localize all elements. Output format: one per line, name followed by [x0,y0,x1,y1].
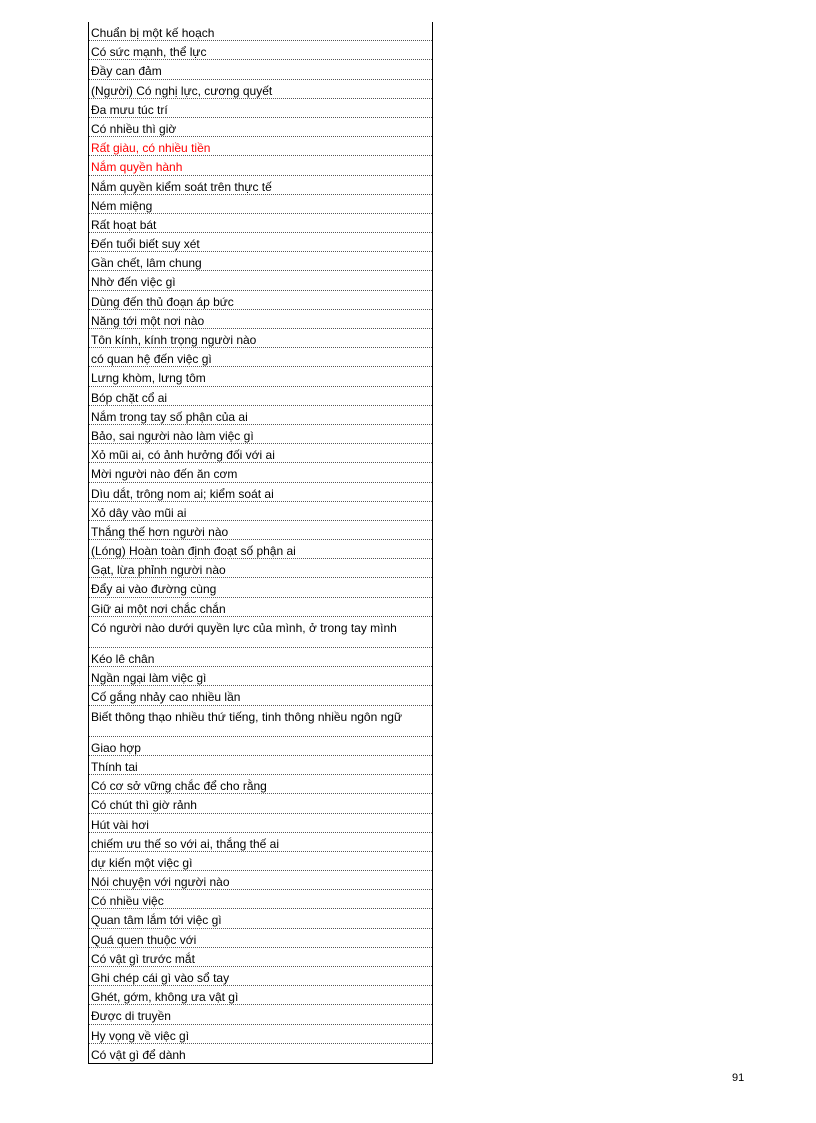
table-row: Dìu dắt, trông nom ai; kiểm soát ai [89,483,432,502]
table-row: Đa mưu túc trí [89,99,432,118]
table-row: Có chút thì giờ rảnh [89,794,432,813]
table-row: Ném miệng [89,195,432,214]
table-row: Chuẩn bị một kế hoạch [89,22,432,41]
table-row: Ghét, gớm, không ưa vật gì [89,986,432,1005]
table-row: Giữ ai một nơi chắc chắn [89,598,432,617]
table-row: Mời người nào đến ăn cơm [89,463,432,482]
table-row: Giao hợp [89,737,432,756]
table-row: Dùng đến thủ đoạn áp bức [89,291,432,310]
table-row: Rất giàu, có nhiều tiền [89,137,432,156]
table-row: dự kiến một việc gì [89,852,432,871]
table-row: (Người) Có nghị lực, cương quyết [89,80,432,99]
table-row: Có vật gì trước mắt [89,948,432,967]
table-row: Bóp chặt cổ ai [89,387,432,406]
table-row: Gạt, lừa phỉnh người nào [89,559,432,578]
table-row: Đến tuổi biết suy xét [89,233,432,252]
table-row: Nhờ đến việc gì [89,271,432,290]
table-row: Lưng khòm, lưng tôm [89,367,432,386]
table-row: Hy vọng về việc gì [89,1025,432,1044]
table-row: Đầy can đảm [89,60,432,79]
table-row: Quan tâm lắm tới việc gì [89,909,432,928]
translation-table [88,22,433,1064]
table-row: Năng tới một nơi nào [89,310,432,329]
table-row: chiếm ưu thế so với ai, thắng thế ai [89,833,432,852]
table-row: Có vật gì để dành [91,1047,186,1062]
table-row: Cố gắng nhảy cao nhiều lần [89,686,432,705]
table-row: Kéo lê chân [89,648,432,667]
table-row: Có cơ sở vững chắc để cho rằng [89,775,432,794]
table-row: (Lóng) Hoàn toàn định đoạt số phận ai [89,540,432,559]
table-row: Ghi chép cái gì vào sổ tay [89,967,432,986]
table-row: Nắm trong tay số phận của ai [89,406,432,425]
table-row: Có sức mạnh, thể lực [89,41,432,60]
table-row: Hút vài hơi [89,814,432,833]
table-row: Biết thông thạo nhiều thứ tiếng, tinh thông nhiều ngôn ngữ [89,706,432,737]
table-row: Nói chuyện với người nào [89,871,432,890]
table-row: Có nhiều thì giờ [89,118,432,137]
table-row: Gần chết, lâm chung [89,252,432,271]
table-row: Nắm quyền hành [89,156,432,175]
table-row: Quá quen thuộc với [89,929,432,948]
table-row: Đẩy ai vào đường cùng [89,578,432,597]
page-number: 91 [732,1072,745,1084]
table-row: Nắm quyền kiểm soát trên thực tế [89,176,432,195]
table-row: Ngần ngại làm việc gì [89,667,432,686]
table-row: Thính tai [89,756,432,775]
table-row: Xỏ dây vào mũi ai [89,502,432,521]
table-row: Xỏ mũi ai, có ảnh hưởng đối với ai [89,444,432,463]
table-row: có quan hệ đến việc gì [89,348,432,367]
table-row: Thắng thế hơn người nào [89,521,432,540]
table-row: Tôn kính, kính trọng người nào [89,329,432,348]
table-row: Có người nào dưới quyền lực của mình, ở trong tay mình [89,617,432,648]
table-row: Có nhiều việc [89,890,432,909]
table-row: Được di truyền [89,1005,432,1024]
table-row: Bảo, sai người nào làm việc gì [89,425,432,444]
table-row: Rất hoạt bát [89,214,432,233]
